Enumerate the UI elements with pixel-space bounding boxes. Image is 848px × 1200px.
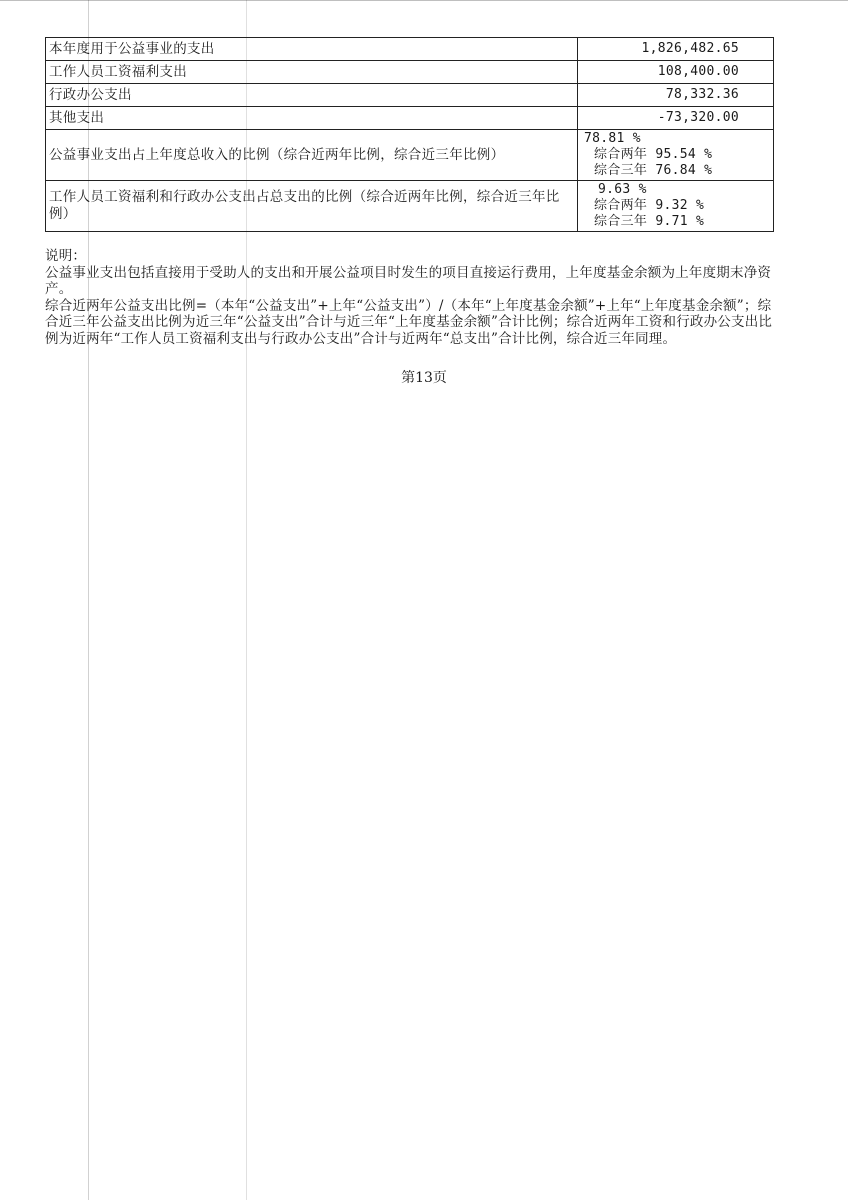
row-value: -73,320.00: [578, 107, 774, 130]
ratio-current: 78.81 %: [584, 131, 641, 146]
row-value: 108,400.00: [578, 61, 774, 84]
expenditure-table: [45, 37, 774, 232]
ratio-three-year: 综合三年 9.71 %: [594, 214, 705, 229]
table-row: [46, 38, 774, 61]
ratio-values: [578, 181, 774, 232]
row-value: 1,826,482.65: [578, 38, 774, 61]
scan-top-edge: [0, 0, 848, 1]
ratio-label: 公益事业支出占上年度总收入的比例（综合近两年比例，综合近三年比例）: [46, 130, 578, 181]
ratio-label: 工作人员工资福利和行政办公支出占总支出的比例（综合近两年比例，综合近三年比例）: [46, 181, 578, 232]
row-label: 行政办公支出: [46, 84, 578, 107]
ratio-two-year: 综合两年 9.32 %: [594, 198, 705, 213]
ratio-current: 9.63 %: [598, 182, 647, 197]
explanation-notes: [45, 248, 775, 347]
notes-paragraph: 公益事业支出包括直接用于受助人的支出和开展公益项目时发生的项目直接运行费用，上年度基金余额为上年度期末净资产。: [45, 264, 772, 297]
table-row: [46, 61, 774, 84]
row-label: 工作人员工资福利支出: [46, 61, 578, 84]
table-row: [46, 181, 774, 232]
notes-heading: 说明：: [45, 248, 87, 264]
row-label: 本年度用于公益事业的支出: [46, 38, 578, 61]
row-value: 78,332.36: [578, 84, 774, 107]
notes-paragraph: 综合近两年公益支出比例=（本年“公益支出”+上年“公益支出”）/（本年“上年度基金余额”+上年“上年度基金余额”；综合近三年公益支出比例为近三年“公益支出”合计与近三年“上年度基金余额”合计比例；综合近两年工资和行政办公支出比例为近两年“工作人员工资福利支出与行政办公支出”合计与近两年“总支出”合计比例，综合近三年同理。: [45, 297, 773, 347]
ratio-two-year: 综合两年 95.54 %: [594, 147, 713, 162]
table-row: [46, 84, 774, 107]
ratio-three-year: 综合三年 76.84 %: [594, 163, 713, 178]
ratio-values: [578, 130, 774, 181]
table-row: [46, 130, 774, 181]
page-number: 第13页: [401, 370, 447, 386]
table-row: [46, 107, 774, 130]
row-label: 其他支出: [46, 107, 578, 130]
